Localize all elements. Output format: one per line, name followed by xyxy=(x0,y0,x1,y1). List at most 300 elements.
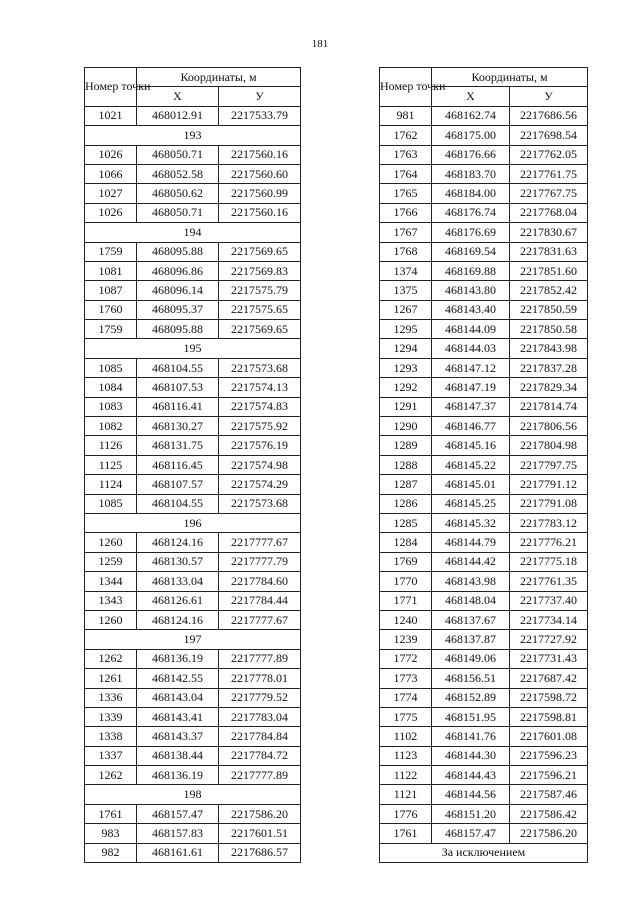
x-coordinate-cell: 468152.89 xyxy=(432,688,510,707)
x-header: X xyxy=(137,87,219,106)
y-coordinate-cell: 2217569.83 xyxy=(219,261,301,280)
x-coordinate-cell: 468116.41 xyxy=(137,397,219,416)
x-coordinate-cell: 468157.83 xyxy=(137,824,219,843)
point-number-header: Номер точки xyxy=(380,68,432,107)
point-number-cell: 1021 xyxy=(85,106,137,125)
group-header-row xyxy=(85,785,301,804)
table-row xyxy=(380,552,588,571)
point-number-cell: 1087 xyxy=(85,281,137,300)
point-number-cell: 1762 xyxy=(380,126,432,145)
point-number-cell: 1291 xyxy=(380,397,432,416)
table-row xyxy=(85,164,301,183)
point-number-cell: 1288 xyxy=(380,455,432,474)
x-coordinate-cell: 468144.03 xyxy=(432,339,510,358)
y-coordinate-cell: 2217596.21 xyxy=(510,766,588,785)
x-coordinate-cell: 468107.57 xyxy=(137,475,219,494)
y-header: У xyxy=(510,87,588,106)
table-row xyxy=(380,261,588,280)
y-coordinate-cell: 2217575.79 xyxy=(219,281,301,300)
point-number-cell: 1764 xyxy=(380,164,432,183)
y-coordinate-cell: 2217686.57 xyxy=(219,843,301,862)
group-header-row xyxy=(85,339,301,358)
point-number-cell: 1337 xyxy=(85,746,137,765)
point-number-cell: 1082 xyxy=(85,417,137,436)
x-coordinate-cell: 468142.55 xyxy=(137,669,219,688)
y-coordinate-cell: 2217791.08 xyxy=(510,494,588,513)
y-coordinate-cell: 2217843.98 xyxy=(510,339,588,358)
y-coordinate-cell: 2217598.72 xyxy=(510,688,588,707)
y-coordinate-cell: 2217737.40 xyxy=(510,591,588,610)
y-coordinate-cell: 2217569.65 xyxy=(219,320,301,339)
x-coordinate-cell: 468136.19 xyxy=(137,766,219,785)
point-number-cell: 1375 xyxy=(380,281,432,300)
table-row xyxy=(85,261,301,280)
table-row xyxy=(85,533,301,552)
point-number-cell: 1083 xyxy=(85,397,137,416)
group-label: 198 xyxy=(85,785,301,804)
x-coordinate-cell: 468145.22 xyxy=(432,455,510,474)
x-coordinate-cell: 468144.30 xyxy=(432,746,510,765)
point-number-cell: 1121 xyxy=(380,785,432,804)
table-row xyxy=(380,766,588,785)
y-coordinate-cell: 2217574.83 xyxy=(219,397,301,416)
coordinates-header: Координаты, м xyxy=(137,68,301,87)
y-coordinate-cell: 2217777.89 xyxy=(219,649,301,668)
y-coordinate-cell: 2217569.65 xyxy=(219,242,301,261)
y-coordinate-cell: 2217731.43 xyxy=(510,649,588,668)
point-number-cell: 1767 xyxy=(380,223,432,242)
y-coordinate-cell: 2217806.56 xyxy=(510,417,588,436)
y-coordinate-cell: 2217777.67 xyxy=(219,610,301,629)
y-coordinate-cell: 2217586.20 xyxy=(510,824,588,843)
x-coordinate-cell: 468144.43 xyxy=(432,766,510,785)
point-number-cell: 981 xyxy=(380,106,432,125)
x-coordinate-cell: 468136.19 xyxy=(137,649,219,668)
x-header: X xyxy=(432,87,510,106)
table-row xyxy=(380,300,588,319)
point-number-cell: 1262 xyxy=(85,649,137,668)
y-coordinate-cell: 2217533.79 xyxy=(219,106,301,125)
table-row xyxy=(380,358,588,377)
x-coordinate-cell: 468147.37 xyxy=(432,397,510,416)
coordinates-header: Координаты, м xyxy=(432,68,588,87)
y-coordinate-cell: 2217775.18 xyxy=(510,552,588,571)
x-coordinate-cell: 468147.19 xyxy=(432,378,510,397)
y-coordinate-cell: 2217727.92 xyxy=(510,630,588,649)
x-coordinate-cell: 468151.95 xyxy=(432,707,510,726)
x-coordinate-cell: 468050.71 xyxy=(137,145,219,164)
x-coordinate-cell: 468052.58 xyxy=(137,164,219,183)
table-row xyxy=(380,746,588,765)
x-coordinate-cell: 468157.47 xyxy=(137,804,219,823)
y-coordinate-cell: 2217560.16 xyxy=(219,203,301,222)
x-coordinate-cell: 468176.74 xyxy=(432,203,510,222)
point-number-cell: 1122 xyxy=(380,766,432,785)
point-number-cell: 1293 xyxy=(380,358,432,377)
point-number-cell: 1081 xyxy=(85,261,137,280)
x-coordinate-cell: 468183.70 xyxy=(432,164,510,183)
y-coordinate-cell: 2217601.08 xyxy=(510,727,588,746)
table-row xyxy=(380,242,588,261)
point-number-cell: 1125 xyxy=(85,455,137,474)
y-header: У xyxy=(219,87,301,106)
y-coordinate-cell: 2217587.46 xyxy=(510,785,588,804)
y-coordinate-cell: 2217829.34 xyxy=(510,378,588,397)
y-coordinate-cell: 2217734.14 xyxy=(510,610,588,629)
y-coordinate-cell: 2217686.56 xyxy=(510,106,588,125)
x-coordinate-cell: 468143.40 xyxy=(432,300,510,319)
y-coordinate-cell: 2217779.52 xyxy=(219,688,301,707)
point-number-cell: 1123 xyxy=(380,746,432,765)
y-coordinate-cell: 2217814.74 xyxy=(510,397,588,416)
table-row xyxy=(85,572,301,591)
y-coordinate-cell: 2217574.98 xyxy=(219,455,301,474)
y-coordinate-cell: 2217852.42 xyxy=(510,281,588,300)
point-number-cell: 1102 xyxy=(380,727,432,746)
y-coordinate-cell: 2217830.67 xyxy=(510,223,588,242)
y-coordinate-cell: 2217776.21 xyxy=(510,533,588,552)
group-header-row xyxy=(85,126,301,145)
x-coordinate-cell: 468096.86 xyxy=(137,261,219,280)
x-coordinate-cell: 468131.75 xyxy=(137,436,219,455)
point-number-cell: 1286 xyxy=(380,494,432,513)
table-row xyxy=(380,630,588,649)
table-row xyxy=(85,184,301,203)
point-number-cell: 1344 xyxy=(85,572,137,591)
group-header-row xyxy=(85,630,301,649)
y-coordinate-cell: 2217575.92 xyxy=(219,417,301,436)
y-coordinate-cell: 2217574.13 xyxy=(219,378,301,397)
point-number-cell: 1336 xyxy=(85,688,137,707)
table-row xyxy=(85,649,301,668)
x-coordinate-cell: 468012.91 xyxy=(137,106,219,125)
point-number-cell: 1260 xyxy=(85,533,137,552)
y-coordinate-cell: 2217601.51 xyxy=(219,824,301,843)
x-coordinate-cell: 468176.69 xyxy=(432,223,510,242)
point-number-cell: 1773 xyxy=(380,669,432,688)
y-coordinate-cell: 2217598.81 xyxy=(510,707,588,726)
table-row xyxy=(85,727,301,746)
table-row xyxy=(85,281,301,300)
point-number-cell: 1261 xyxy=(85,669,137,688)
point-number-cell: 1289 xyxy=(380,436,432,455)
table-row xyxy=(380,824,588,843)
y-coordinate-cell: 2217831.63 xyxy=(510,242,588,261)
table-row xyxy=(85,707,301,726)
point-number-cell: 1770 xyxy=(380,572,432,591)
coordinates-table-right xyxy=(379,67,588,863)
table-row xyxy=(380,320,588,339)
y-coordinate-cell: 2217768.04 xyxy=(510,203,588,222)
table-row xyxy=(380,184,588,203)
table-row xyxy=(380,494,588,513)
y-coordinate-cell: 2217791.12 xyxy=(510,475,588,494)
table-row xyxy=(85,610,301,629)
table-row xyxy=(380,203,588,222)
point-number-cell: 982 xyxy=(85,843,137,862)
y-coordinate-cell: 2217560.16 xyxy=(219,145,301,164)
table-row xyxy=(85,320,301,339)
point-number-cell: 1766 xyxy=(380,203,432,222)
table-row xyxy=(380,106,588,125)
x-coordinate-cell: 468161.61 xyxy=(137,843,219,862)
point-number-cell: 1259 xyxy=(85,552,137,571)
table-row xyxy=(380,610,588,629)
point-number-cell: 1759 xyxy=(85,320,137,339)
point-number-cell: 1239 xyxy=(380,630,432,649)
table-row xyxy=(85,591,301,610)
x-coordinate-cell: 468144.09 xyxy=(432,320,510,339)
group-label: 196 xyxy=(85,513,301,532)
group-label: 193 xyxy=(85,126,301,145)
y-coordinate-cell: 2217851.60 xyxy=(510,261,588,280)
point-number-cell: 1026 xyxy=(85,203,137,222)
point-number-cell: 1772 xyxy=(380,649,432,668)
x-coordinate-cell: 468146.77 xyxy=(432,417,510,436)
point-number-cell: 1775 xyxy=(380,707,432,726)
table-row xyxy=(85,378,301,397)
group-label: 197 xyxy=(85,630,301,649)
x-coordinate-cell: 468143.98 xyxy=(432,572,510,591)
table-row xyxy=(380,533,588,552)
y-coordinate-cell: 2217698.54 xyxy=(510,126,588,145)
x-coordinate-cell: 468095.88 xyxy=(137,242,219,261)
x-coordinate-cell: 468145.32 xyxy=(432,513,510,532)
x-coordinate-cell: 468095.37 xyxy=(137,300,219,319)
x-coordinate-cell: 468116.45 xyxy=(137,455,219,474)
table-row xyxy=(85,145,301,164)
point-number-cell: 1338 xyxy=(85,727,137,746)
group-label: За исключением xyxy=(380,843,588,862)
table-row xyxy=(380,513,588,532)
table-row xyxy=(380,475,588,494)
group-header-row xyxy=(85,223,301,242)
y-coordinate-cell: 2217804.98 xyxy=(510,436,588,455)
point-number-cell: 1267 xyxy=(380,300,432,319)
y-coordinate-cell: 2217762.05 xyxy=(510,145,588,164)
y-coordinate-cell: 2217777.79 xyxy=(219,552,301,571)
table-row xyxy=(380,572,588,591)
y-coordinate-cell: 2217596.23 xyxy=(510,746,588,765)
x-coordinate-cell: 468162.74 xyxy=(432,106,510,125)
y-coordinate-cell: 2217778.01 xyxy=(219,669,301,688)
point-number-cell: 1760 xyxy=(85,300,137,319)
point-number-header: Номер точки xyxy=(85,68,137,107)
x-coordinate-cell: 468095.88 xyxy=(137,320,219,339)
x-coordinate-cell: 468107.53 xyxy=(137,378,219,397)
y-coordinate-cell: 2217850.59 xyxy=(510,300,588,319)
x-coordinate-cell: 468124.16 xyxy=(137,610,219,629)
y-coordinate-cell: 2217784.44 xyxy=(219,591,301,610)
table-row xyxy=(85,397,301,416)
x-coordinate-cell: 468144.79 xyxy=(432,533,510,552)
table-row xyxy=(380,223,588,242)
table-row xyxy=(380,339,588,358)
point-number-cell: 1240 xyxy=(380,610,432,629)
y-coordinate-cell: 2217761.35 xyxy=(510,572,588,591)
point-number-cell: 1124 xyxy=(85,475,137,494)
x-coordinate-cell: 468169.88 xyxy=(432,261,510,280)
group-label: 195 xyxy=(85,339,301,358)
x-coordinate-cell: 468104.55 xyxy=(137,494,219,513)
table-row xyxy=(85,300,301,319)
table-row xyxy=(380,145,588,164)
table-row xyxy=(85,203,301,222)
point-number-cell: 1066 xyxy=(85,164,137,183)
y-coordinate-cell: 2217783.04 xyxy=(219,707,301,726)
x-coordinate-cell: 468050.62 xyxy=(137,184,219,203)
y-coordinate-cell: 2217837.28 xyxy=(510,358,588,377)
table-row xyxy=(85,417,301,436)
y-coordinate-cell: 2217797.75 xyxy=(510,455,588,474)
group-header-row xyxy=(85,513,301,532)
x-coordinate-cell: 468143.80 xyxy=(432,281,510,300)
x-coordinate-cell: 468137.67 xyxy=(432,610,510,629)
group-label: 194 xyxy=(85,223,301,242)
point-number-cell: 1284 xyxy=(380,533,432,552)
table-row xyxy=(85,494,301,513)
table-row xyxy=(380,785,588,804)
table-row xyxy=(380,164,588,183)
y-coordinate-cell: 2217777.67 xyxy=(219,533,301,552)
table-row xyxy=(380,126,588,145)
point-number-cell: 983 xyxy=(85,824,137,843)
x-coordinate-cell: 468130.57 xyxy=(137,552,219,571)
y-coordinate-cell: 2217761.75 xyxy=(510,164,588,183)
x-coordinate-cell: 468145.01 xyxy=(432,475,510,494)
y-coordinate-cell: 2217767.75 xyxy=(510,184,588,203)
y-coordinate-cell: 2217784.72 xyxy=(219,746,301,765)
x-coordinate-cell: 468130.27 xyxy=(137,417,219,436)
x-coordinate-cell: 468144.42 xyxy=(432,552,510,571)
y-coordinate-cell: 2217784.84 xyxy=(219,727,301,746)
point-number-cell: 1262 xyxy=(85,766,137,785)
y-coordinate-cell: 2217575.65 xyxy=(219,300,301,319)
table-row xyxy=(85,766,301,785)
table-row xyxy=(85,804,301,823)
table-row xyxy=(380,804,588,823)
y-coordinate-cell: 2217586.20 xyxy=(219,804,301,823)
group-header-row xyxy=(380,843,588,862)
x-coordinate-cell: 468143.37 xyxy=(137,727,219,746)
table-row xyxy=(380,649,588,668)
x-coordinate-cell: 468104.55 xyxy=(137,358,219,377)
table-row xyxy=(380,455,588,474)
point-number-cell: 1292 xyxy=(380,378,432,397)
point-number-cell: 1026 xyxy=(85,145,137,164)
table-row xyxy=(380,378,588,397)
table-row xyxy=(85,824,301,843)
table-row xyxy=(380,417,588,436)
table-row xyxy=(85,552,301,571)
table-row xyxy=(85,358,301,377)
y-coordinate-cell: 2217687.42 xyxy=(510,669,588,688)
table-row xyxy=(380,707,588,726)
x-coordinate-cell: 468148.04 xyxy=(432,591,510,610)
x-coordinate-cell: 468143.04 xyxy=(137,688,219,707)
point-number-cell: 1761 xyxy=(380,824,432,843)
x-coordinate-cell: 468138.44 xyxy=(137,746,219,765)
table-row xyxy=(380,727,588,746)
x-coordinate-cell: 468145.16 xyxy=(432,436,510,455)
page-number: 181 xyxy=(311,38,329,50)
y-coordinate-cell: 2217850.58 xyxy=(510,320,588,339)
table-row xyxy=(380,688,588,707)
table-row xyxy=(85,242,301,261)
x-coordinate-cell: 468184.00 xyxy=(432,184,510,203)
table-row xyxy=(85,436,301,455)
x-coordinate-cell: 468141.76 xyxy=(432,727,510,746)
table-row xyxy=(85,475,301,494)
x-coordinate-cell: 468156.51 xyxy=(432,669,510,688)
y-coordinate-cell: 2217777.89 xyxy=(219,766,301,785)
point-number-cell: 1759 xyxy=(85,242,137,261)
table-row xyxy=(85,669,301,688)
point-number-cell: 1774 xyxy=(380,688,432,707)
point-number-cell: 1260 xyxy=(85,610,137,629)
x-coordinate-cell: 468137.87 xyxy=(432,630,510,649)
x-coordinate-cell: 468157.47 xyxy=(432,824,510,843)
table-row xyxy=(380,669,588,688)
point-number-cell: 1343 xyxy=(85,591,137,610)
table-row xyxy=(85,843,301,862)
y-coordinate-cell: 2217783.12 xyxy=(510,513,588,532)
point-number-cell: 1126 xyxy=(85,436,137,455)
point-number-cell: 1295 xyxy=(380,320,432,339)
y-coordinate-cell: 2217560.99 xyxy=(219,184,301,203)
x-coordinate-cell: 468176.66 xyxy=(432,145,510,164)
y-coordinate-cell: 2217586.42 xyxy=(510,804,588,823)
table-row xyxy=(85,688,301,707)
point-number-cell: 1765 xyxy=(380,184,432,203)
point-number-cell: 1776 xyxy=(380,804,432,823)
point-number-cell: 1027 xyxy=(85,184,137,203)
y-coordinate-cell: 2217560.60 xyxy=(219,164,301,183)
y-coordinate-cell: 2217574.29 xyxy=(219,475,301,494)
x-coordinate-cell: 468149.06 xyxy=(432,649,510,668)
x-coordinate-cell: 468124.16 xyxy=(137,533,219,552)
point-number-cell: 1084 xyxy=(85,378,137,397)
x-coordinate-cell: 468175.00 xyxy=(432,126,510,145)
point-number-cell: 1763 xyxy=(380,145,432,164)
x-coordinate-cell: 468147.12 xyxy=(432,358,510,377)
point-number-cell: 1374 xyxy=(380,261,432,280)
x-coordinate-cell: 468050.71 xyxy=(137,203,219,222)
y-coordinate-cell: 2217573.68 xyxy=(219,494,301,513)
point-number-cell: 1768 xyxy=(380,242,432,261)
point-number-cell: 1285 xyxy=(380,513,432,532)
table-row xyxy=(380,436,588,455)
x-coordinate-cell: 468126.61 xyxy=(137,591,219,610)
x-coordinate-cell: 468169.54 xyxy=(432,242,510,261)
y-coordinate-cell: 2217576.19 xyxy=(219,436,301,455)
table-row xyxy=(380,281,588,300)
y-coordinate-cell: 2217784.60 xyxy=(219,572,301,591)
x-coordinate-cell: 468133.04 xyxy=(137,572,219,591)
point-number-cell: 1769 xyxy=(380,552,432,571)
x-coordinate-cell: 468144.56 xyxy=(432,785,510,804)
point-number-cell: 1085 xyxy=(85,358,137,377)
point-number-cell: 1339 xyxy=(85,707,137,726)
x-coordinate-cell: 468151.20 xyxy=(432,804,510,823)
y-coordinate-cell: 2217573.68 xyxy=(219,358,301,377)
point-number-cell: 1287 xyxy=(380,475,432,494)
point-number-cell: 1771 xyxy=(380,591,432,610)
table-row xyxy=(85,106,301,125)
x-coordinate-cell: 468145.25 xyxy=(432,494,510,513)
x-coordinate-cell: 468143.41 xyxy=(137,707,219,726)
point-number-cell: 1761 xyxy=(85,804,137,823)
